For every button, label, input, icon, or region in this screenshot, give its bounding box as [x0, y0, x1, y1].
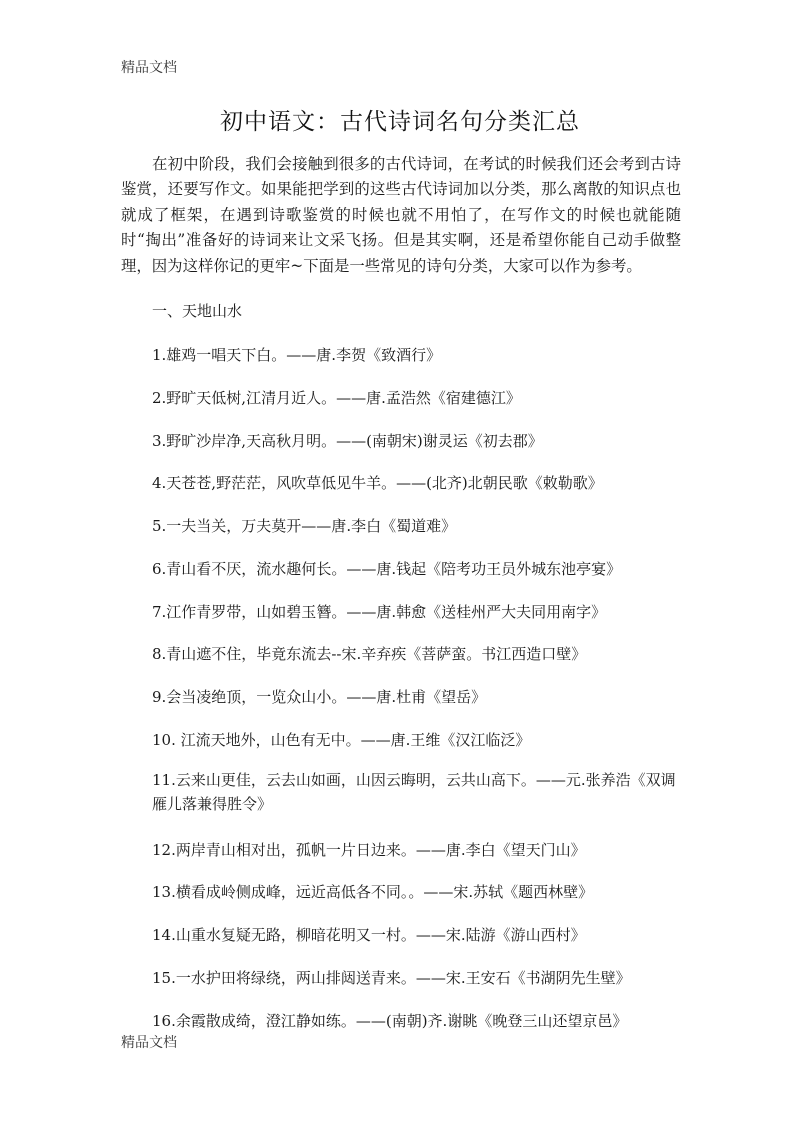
verse-item: 10. 江流天地外，山色有无中。——唐.王维《汉江临泛》	[152, 731, 531, 749]
verse-item: 2.野旷天低树,江清月近人。——唐.孟浩然《宿建德江》	[152, 389, 521, 407]
verse-item: 4.天苍苍,野茫茫，风吹草低见牛羊。——(北齐)北朝民歌《敕勒歌》	[152, 474, 603, 492]
verse-item: 14.山重水复疑无路，柳暗花明又一村。——宋.陆游《游山西村》	[152, 926, 586, 944]
intro-paragraph: 在初中阶段，我们会接触到很多的古代诗词，在考试的时候我们还会考到古诗鉴赏，还要写作文。如果能把学到的这些古代诗词加以分类，那么离散的知识点也就成了框架，在遇到诗歌鉴赏的时候也就不用怕了，在写作文的时候也就能随时“掏出”准备好的诗词来让文采飞扬。但是其实啊，还是希望你能自己动手做整理，因为这样你记的更牢~下面是一些常见的诗句分类，大家可以作为参考。	[121, 155, 681, 275]
page-footer: 精品文档	[121, 1035, 177, 1051]
verse-item: 16.余霞散成绮，澄江静如练。——(南朝)齐.谢眺《晚登三山还望京邑》	[152, 1012, 628, 1030]
verse-item: 15.一水护田将绿绕，两山排闼送青来。——宋.王安石《书湖阴先生壁》	[152, 969, 631, 987]
section-heading: 一、天地山水	[152, 302, 243, 320]
verse-item: 12.两岸青山相对出，孤帆一片日边来。——唐.李白《望天门山》	[152, 841, 586, 859]
verse-item: 11.云来山更佳，云去山如画，山因云晦明，云共山高下。——元.张养浩《双调雁儿落兼得胜令》	[152, 771, 676, 813]
document-title: 初中语文：古代诗词名句分类汇总	[220, 109, 580, 135]
verse-item: 5.一夫当关，万夫莫开——唐.李白《蜀道难》	[152, 517, 457, 535]
verse-item: 7.江作青罗带，山如碧玉簪。——唐.韩愈《送桂州严大夫同用南字》	[152, 603, 607, 621]
verse-item: 6.青山看不厌，流水趣何长。——唐.钱起《陪考功王员外城东池亭宴》	[152, 560, 622, 578]
verse-item: 1.雄鸡一唱天下白。——唐.李贺《致酒行》	[152, 346, 442, 364]
verse-item: 9.会当凌绝顶，一览众山小。——唐.杜甫《望岳》	[152, 688, 487, 706]
page-header: 精品文档	[121, 60, 177, 76]
verse-item: 3.野旷沙岸净,天高秋月明。——(南朝宋)谢灵运《初去郡》	[152, 432, 543, 450]
verse-item: 8.青山遮不住，毕竟东流去--宋.辛弃疾《菩萨蛮。书江西造口壁》	[152, 645, 587, 663]
verse-item: 13.横看成岭侧成峰，远近高低各不同。。——宋.苏轼《题西林壁》	[152, 883, 594, 901]
